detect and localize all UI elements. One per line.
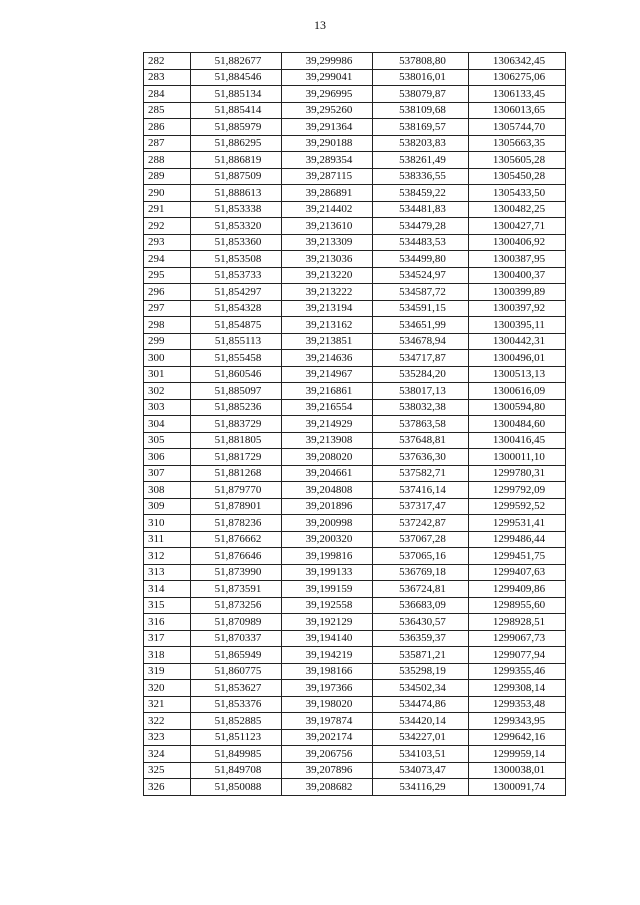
y-coordinate-cell: 1300616,09 [469,383,566,400]
x-coordinate-cell: 536683,09 [373,597,469,614]
latitude-cell: 51,853320 [191,218,282,235]
point-number-cell: 319 [144,663,191,680]
x-coordinate-cell: 536430,57 [373,614,469,631]
table-row [144,135,566,152]
latitude-cell: 51,849708 [191,762,282,779]
longitude-cell: 39,214402 [282,201,373,218]
point-number-cell: 307 [144,465,191,482]
point-number-cell: 286 [144,119,191,136]
latitude-cell: 51,853627 [191,680,282,697]
longitude-cell: 39,204661 [282,465,373,482]
table-row [144,630,566,647]
table-row [144,86,566,103]
x-coordinate-cell: 538032,38 [373,399,469,416]
y-coordinate-cell: 1305450,28 [469,168,566,185]
y-coordinate-cell: 1299792,09 [469,482,566,499]
table-row [144,201,566,218]
point-number-cell: 297 [144,300,191,317]
longitude-cell: 39,216861 [282,383,373,400]
point-number-cell: 306 [144,449,191,466]
longitude-cell: 39,194140 [282,630,373,647]
longitude-cell: 39,290188 [282,135,373,152]
longitude-cell: 39,213194 [282,300,373,317]
x-coordinate-cell: 538336,55 [373,168,469,185]
table-row [144,515,566,532]
table-row [144,597,566,614]
longitude-cell: 39,208682 [282,779,373,796]
latitude-cell: 51,870989 [191,614,282,631]
x-coordinate-cell: 538261,49 [373,152,469,169]
x-coordinate-cell: 534678,94 [373,333,469,350]
x-coordinate-cell: 534717,87 [373,350,469,367]
latitude-cell: 51,860775 [191,663,282,680]
longitude-cell: 39,201896 [282,498,373,515]
x-coordinate-cell: 534483,53 [373,234,469,251]
latitude-cell: 51,881268 [191,465,282,482]
table-row [144,317,566,334]
y-coordinate-cell: 1300395,11 [469,317,566,334]
point-number-cell: 305 [144,432,191,449]
point-number-cell: 310 [144,515,191,532]
point-number-cell: 322 [144,713,191,730]
table-row [144,762,566,779]
x-coordinate-cell: 537317,47 [373,498,469,515]
point-number-cell: 283 [144,69,191,86]
point-number-cell: 312 [144,548,191,565]
longitude-cell: 39,192129 [282,614,373,631]
latitude-cell: 51,849985 [191,746,282,763]
point-number-cell: 300 [144,350,191,367]
table-row [144,102,566,119]
point-number-cell: 323 [144,729,191,746]
x-coordinate-cell: 534499,80 [373,251,469,268]
point-number-cell: 299 [144,333,191,350]
y-coordinate-cell: 1298928,51 [469,614,566,631]
y-coordinate-cell: 1300416,45 [469,432,566,449]
longitude-cell: 39,213222 [282,284,373,301]
y-coordinate-cell: 1300406,92 [469,234,566,251]
y-coordinate-cell: 1299343,95 [469,713,566,730]
table-row [144,548,566,565]
point-number-cell: 284 [144,86,191,103]
table-row [144,564,566,581]
y-coordinate-cell: 1300397,92 [469,300,566,317]
latitude-cell: 51,885134 [191,86,282,103]
y-coordinate-cell: 1305433,50 [469,185,566,202]
table-row [144,350,566,367]
y-coordinate-cell: 1300011,10 [469,449,566,466]
point-number-cell: 314 [144,581,191,598]
x-coordinate-cell: 537648,81 [373,432,469,449]
latitude-cell: 51,853338 [191,201,282,218]
longitude-cell: 39,216554 [282,399,373,416]
x-coordinate-cell: 534474,86 [373,696,469,713]
point-number-cell: 298 [144,317,191,334]
longitude-cell: 39,206756 [282,746,373,763]
table-row [144,152,566,169]
point-number-cell: 320 [144,680,191,697]
y-coordinate-cell: 1299407,63 [469,564,566,581]
table-row [144,680,566,697]
latitude-cell: 51,854875 [191,317,282,334]
longitude-cell: 39,286891 [282,185,373,202]
x-coordinate-cell: 534502,34 [373,680,469,697]
longitude-cell: 39,295260 [282,102,373,119]
point-number-cell: 282 [144,53,191,70]
longitude-cell: 39,207896 [282,762,373,779]
table-row [144,234,566,251]
table-row [144,69,566,86]
longitude-cell: 39,199816 [282,548,373,565]
y-coordinate-cell: 1306275,06 [469,69,566,86]
table-row [144,399,566,416]
table-row [144,498,566,515]
latitude-cell: 51,854328 [191,300,282,317]
table-row [144,465,566,482]
latitude-cell: 51,855458 [191,350,282,367]
point-number-cell: 318 [144,647,191,664]
longitude-cell: 39,194219 [282,647,373,664]
y-coordinate-cell: 1300484,60 [469,416,566,433]
coordinates-table [143,52,566,796]
table-row [144,779,566,796]
x-coordinate-cell: 534591,15 [373,300,469,317]
table-row [144,333,566,350]
longitude-cell: 39,291364 [282,119,373,136]
latitude-cell: 51,873256 [191,597,282,614]
y-coordinate-cell: 1299308,14 [469,680,566,697]
table-row [144,729,566,746]
y-coordinate-cell: 1300513,13 [469,366,566,383]
point-number-cell: 308 [144,482,191,499]
table-row [144,614,566,631]
point-number-cell: 285 [144,102,191,119]
table-row [144,185,566,202]
latitude-cell: 51,870337 [191,630,282,647]
table-row [144,482,566,499]
point-number-cell: 324 [144,746,191,763]
point-number-cell: 326 [144,779,191,796]
coordinates-table-body [144,53,566,796]
latitude-cell: 51,883729 [191,416,282,433]
table-row [144,366,566,383]
longitude-cell: 39,213162 [282,317,373,334]
table-row [144,746,566,763]
latitude-cell: 51,885097 [191,383,282,400]
table-row [144,383,566,400]
latitude-cell: 51,850088 [191,779,282,796]
point-number-cell: 321 [144,696,191,713]
y-coordinate-cell: 1306013,65 [469,102,566,119]
x-coordinate-cell: 537242,87 [373,515,469,532]
latitude-cell: 51,887509 [191,168,282,185]
longitude-cell: 39,204808 [282,482,373,499]
x-coordinate-cell: 538016,01 [373,69,469,86]
longitude-cell: 39,202174 [282,729,373,746]
y-coordinate-cell: 1305744,70 [469,119,566,136]
point-number-cell: 293 [144,234,191,251]
y-coordinate-cell: 1300427,71 [469,218,566,235]
x-coordinate-cell: 534227,01 [373,729,469,746]
latitude-cell: 51,873990 [191,564,282,581]
y-coordinate-cell: 1299355,46 [469,663,566,680]
point-number-cell: 296 [144,284,191,301]
point-number-cell: 301 [144,366,191,383]
latitude-cell: 51,886295 [191,135,282,152]
latitude-cell: 51,885979 [191,119,282,136]
x-coordinate-cell: 536769,18 [373,564,469,581]
y-coordinate-cell: 1300496,01 [469,350,566,367]
table-row [144,416,566,433]
point-number-cell: 313 [144,564,191,581]
latitude-cell: 51,853360 [191,234,282,251]
longitude-cell: 39,198166 [282,663,373,680]
table-row [144,53,566,70]
point-number-cell: 315 [144,597,191,614]
point-number-cell: 288 [144,152,191,169]
latitude-cell: 51,881805 [191,432,282,449]
x-coordinate-cell: 534420,14 [373,713,469,730]
table-row [144,119,566,136]
latitude-cell: 51,885236 [191,399,282,416]
point-number-cell: 304 [144,416,191,433]
longitude-cell: 39,198020 [282,696,373,713]
y-coordinate-cell: 1299353,48 [469,696,566,713]
y-coordinate-cell: 1306133,45 [469,86,566,103]
x-coordinate-cell: 534481,83 [373,201,469,218]
longitude-cell: 39,192558 [282,597,373,614]
x-coordinate-cell: 534479,28 [373,218,469,235]
table-row [144,218,566,235]
x-coordinate-cell: 538017,13 [373,383,469,400]
x-coordinate-cell: 534524,97 [373,267,469,284]
latitude-cell: 51,854297 [191,284,282,301]
point-number-cell: 295 [144,267,191,284]
table-row [144,251,566,268]
longitude-cell: 39,213610 [282,218,373,235]
table-row [144,581,566,598]
longitude-cell: 39,213851 [282,333,373,350]
y-coordinate-cell: 1300038,01 [469,762,566,779]
table-row [144,647,566,664]
x-coordinate-cell: 537808,80 [373,53,469,70]
longitude-cell: 39,213908 [282,432,373,449]
x-coordinate-cell: 537582,71 [373,465,469,482]
table-row [144,713,566,730]
latitude-cell: 51,879770 [191,482,282,499]
x-coordinate-cell: 538459,22 [373,185,469,202]
longitude-cell: 39,200998 [282,515,373,532]
longitude-cell: 39,197366 [282,680,373,697]
point-number-cell: 292 [144,218,191,235]
point-number-cell: 303 [144,399,191,416]
latitude-cell: 51,876662 [191,531,282,548]
latitude-cell: 51,876646 [191,548,282,565]
y-coordinate-cell: 1299067,73 [469,630,566,647]
longitude-cell: 39,200320 [282,531,373,548]
longitude-cell: 39,299041 [282,69,373,86]
x-coordinate-cell: 538169,57 [373,119,469,136]
x-coordinate-cell: 536724,81 [373,581,469,598]
table-row [144,531,566,548]
point-number-cell: 294 [144,251,191,268]
point-number-cell: 289 [144,168,191,185]
point-number-cell: 325 [144,762,191,779]
y-coordinate-cell: 1299642,16 [469,729,566,746]
table-row [144,432,566,449]
x-coordinate-cell: 534116,29 [373,779,469,796]
longitude-cell: 39,214929 [282,416,373,433]
y-coordinate-cell: 1305605,28 [469,152,566,169]
latitude-cell: 51,853733 [191,267,282,284]
point-number-cell: 316 [144,614,191,631]
longitude-cell: 39,214636 [282,350,373,367]
latitude-cell: 51,884546 [191,69,282,86]
y-coordinate-cell: 1300594,80 [469,399,566,416]
latitude-cell: 51,886819 [191,152,282,169]
x-coordinate-cell: 535284,20 [373,366,469,383]
x-coordinate-cell: 537067,28 [373,531,469,548]
y-coordinate-cell: 1298955,60 [469,597,566,614]
longitude-cell: 39,199133 [282,564,373,581]
latitude-cell: 51,878236 [191,515,282,532]
point-number-cell: 311 [144,531,191,548]
latitude-cell: 51,882677 [191,53,282,70]
point-number-cell: 287 [144,135,191,152]
x-coordinate-cell: 534651,99 [373,317,469,334]
latitude-cell: 51,873591 [191,581,282,598]
y-coordinate-cell: 1300387,95 [469,251,566,268]
longitude-cell: 39,214967 [282,366,373,383]
x-coordinate-cell: 534103,51 [373,746,469,763]
longitude-cell: 39,299986 [282,53,373,70]
longitude-cell: 39,197874 [282,713,373,730]
longitude-cell: 39,199159 [282,581,373,598]
y-coordinate-cell: 1299486,44 [469,531,566,548]
x-coordinate-cell: 534073,47 [373,762,469,779]
x-coordinate-cell: 536359,37 [373,630,469,647]
table-row [144,267,566,284]
page-number: 13 [314,18,326,32]
point-number-cell: 317 [144,630,191,647]
table-row [144,696,566,713]
latitude-cell: 51,865949 [191,647,282,664]
y-coordinate-cell: 1300482,25 [469,201,566,218]
table-row [144,663,566,680]
y-coordinate-cell: 1300442,31 [469,333,566,350]
x-coordinate-cell: 537065,16 [373,548,469,565]
x-coordinate-cell: 537416,14 [373,482,469,499]
y-coordinate-cell: 1299077,94 [469,647,566,664]
x-coordinate-cell: 537636,30 [373,449,469,466]
y-coordinate-cell: 1299959,14 [469,746,566,763]
point-number-cell: 309 [144,498,191,515]
latitude-cell: 51,855113 [191,333,282,350]
longitude-cell: 39,213220 [282,267,373,284]
y-coordinate-cell: 1300399,89 [469,284,566,301]
x-coordinate-cell: 535871,21 [373,647,469,664]
latitude-cell: 51,878901 [191,498,282,515]
longitude-cell: 39,287115 [282,168,373,185]
y-coordinate-cell: 1306342,45 [469,53,566,70]
y-coordinate-cell: 1299451,75 [469,548,566,565]
x-coordinate-cell: 538079,87 [373,86,469,103]
latitude-cell: 51,851123 [191,729,282,746]
table-row [144,284,566,301]
longitude-cell: 39,296995 [282,86,373,103]
point-number-cell: 290 [144,185,191,202]
point-number-cell: 291 [144,201,191,218]
latitude-cell: 51,853508 [191,251,282,268]
x-coordinate-cell: 535298,19 [373,663,469,680]
x-coordinate-cell: 538203,83 [373,135,469,152]
longitude-cell: 39,208020 [282,449,373,466]
table-row [144,300,566,317]
y-coordinate-cell: 1299531,41 [469,515,566,532]
latitude-cell: 51,888613 [191,185,282,202]
y-coordinate-cell: 1300400,37 [469,267,566,284]
point-number-cell: 302 [144,383,191,400]
table-row [144,168,566,185]
latitude-cell: 51,860546 [191,366,282,383]
latitude-cell: 51,881729 [191,449,282,466]
longitude-cell: 39,213036 [282,251,373,268]
y-coordinate-cell: 1299592,52 [469,498,566,515]
x-coordinate-cell: 537863,58 [373,416,469,433]
latitude-cell: 51,852885 [191,713,282,730]
latitude-cell: 51,853376 [191,696,282,713]
x-coordinate-cell: 534587,72 [373,284,469,301]
y-coordinate-cell: 1300091,74 [469,779,566,796]
y-coordinate-cell: 1305663,35 [469,135,566,152]
latitude-cell: 51,885414 [191,102,282,119]
x-coordinate-cell: 538109,68 [373,102,469,119]
y-coordinate-cell: 1299409,86 [469,581,566,598]
table-row [144,449,566,466]
longitude-cell: 39,213309 [282,234,373,251]
longitude-cell: 39,289354 [282,152,373,169]
y-coordinate-cell: 1299780,31 [469,465,566,482]
